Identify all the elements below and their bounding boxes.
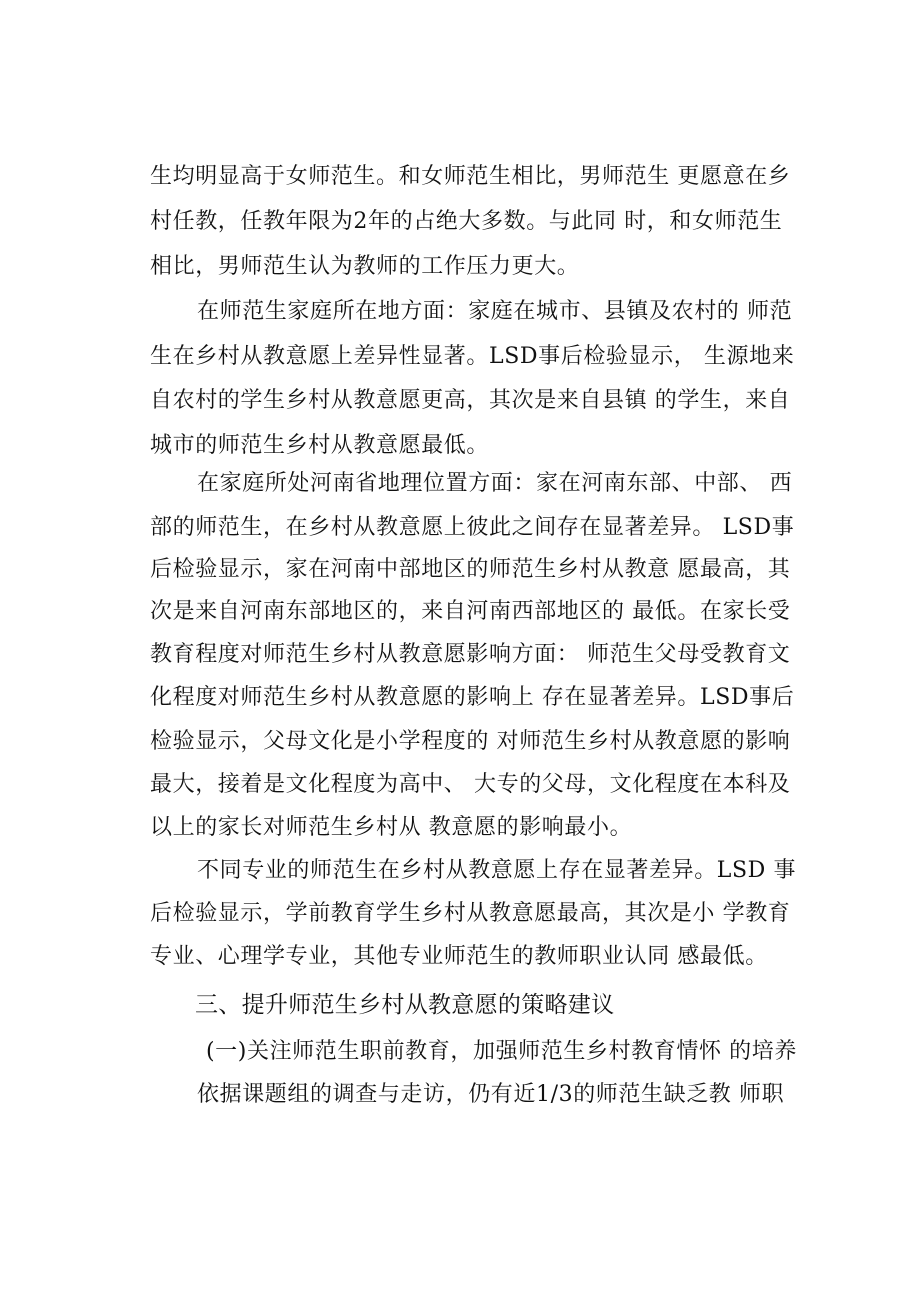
paragraph-3-line-9: 以上的家长对师范生乡村从 教意愿的影响最小。 [150,815,633,840]
paragraph-5-line-1: 依据课题组的调查与走访，仍有近1/3的师范生缺乏教 师职 [197,1082,785,1107]
paragraph-3-line-2: 部的师范生，在乡村从教意愿上彼此之间存在显著差异。 LSD事 [150,515,795,540]
paragraph-2-line-2: 生在乡村从教意愿上差异性显著。LSD事后检验显示， 生源地来 [150,344,795,369]
section-heading: 三、提升师范生乡村从教意愿的策略建议 [195,992,615,1018]
paragraph-3-line-6: 化程度对师范生乡村从教意愿的影响上 存在显著差异。LSD事后 [150,685,795,710]
paragraph-2-line-1: 在师范生家庭所在地方面：家庭在城市、县镇及农村的 师范 [197,299,793,324]
paragraph-1-line-2: 村任教，任教年限为2年的占绝大多数。与此同 时，和女师范生 [150,209,783,234]
paragraph-3-line-5: 教育程度对师范生乡村从教意愿影响方面： 师范生父母受教育文 [150,642,791,667]
subheading: (一)关注师范生职前教育，加强师范生乡村教育情怀 的培养 [206,1039,797,1064]
paragraph-3-line-3: 后检验显示，家在河南中部地区的师范生乡村从教意 愿最高，其 [150,557,791,582]
paragraph-2-line-3: 自农村的学生乡村从教意愿更高，其次是来自县镇 的学生，来自 [150,388,791,413]
paragraph-4-line-3: 专业、心理学专业，其他专业师范生的教师职业认同 感最低。 [150,944,768,969]
paragraph-4-line-2: 后检验显示，学前教育学生乡村从教意愿最高，其次是小 学教育 [150,901,791,926]
paragraph-2-line-4: 城市的师范生乡村从教意愿最低。 [150,433,490,458]
paragraph-3-line-8: 最大，接着是文化程度为高中、 大专的父母，文化程度在本科及 [150,772,791,797]
paragraph-4-line-1: 不同专业的师范生在乡村从教意愿上存在显著差异。LSD 事 [197,858,797,883]
paragraph-1-line-1: 生均明显高于女师范生。和女师范生相比，男师范生 更愿意在乡 [150,164,791,189]
paragraph-3-line-1: 在家庭所处河南省地理位置方面：家在河南东部、中部、 西 [197,471,793,496]
paragraph-3-line-7: 检验显示，父母文化是小学程度的 对师范生乡村从教意愿的影响 [150,729,791,754]
paragraph-1-line-3: 相比，男师范生认为教师的工作压力更大。 [150,254,580,279]
paragraph-3-line-4: 次是来自河南东部地区的，来自河南西部地区的 最低。在家长受 [150,599,791,624]
